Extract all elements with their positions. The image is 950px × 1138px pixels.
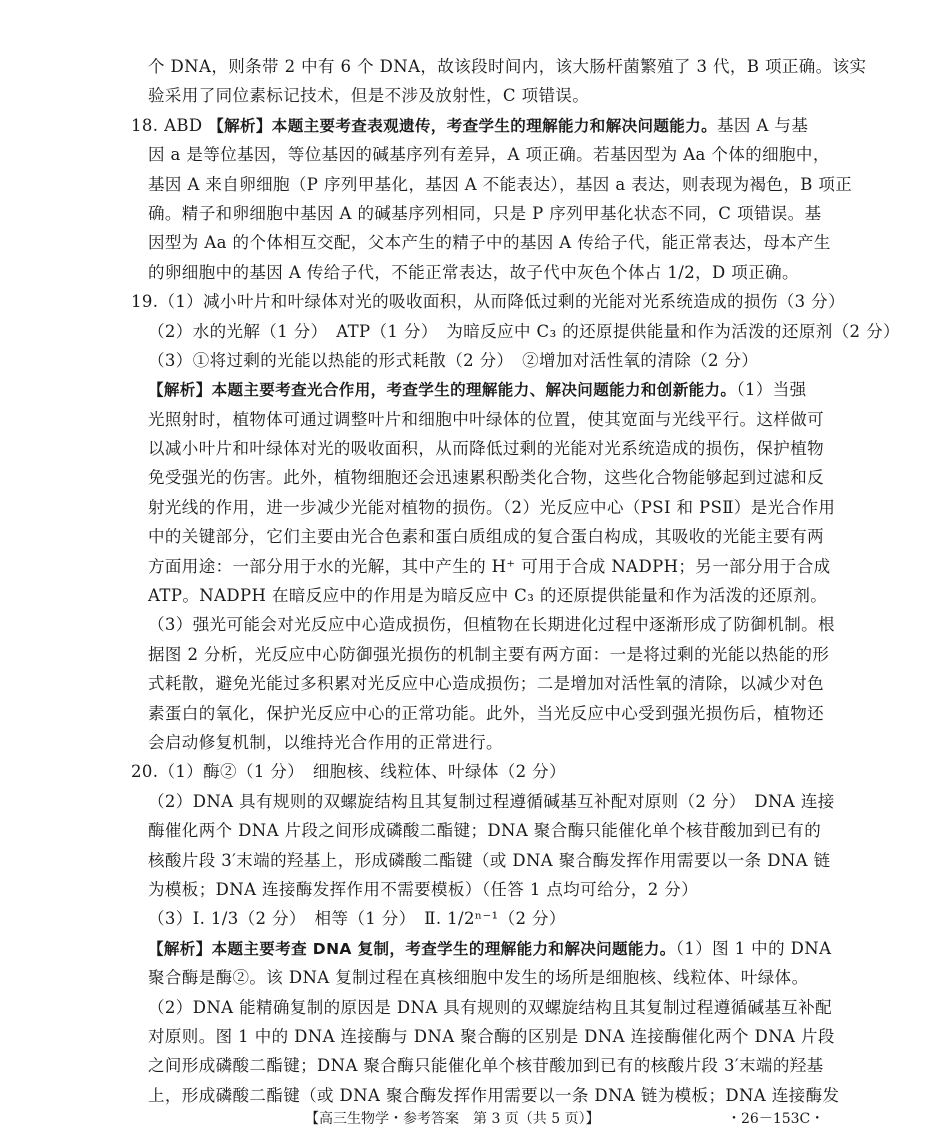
text-line: 上，形成磷酸二酯键（或 DNA 聚合酶发挥作用需要以一条 DNA 链为模板；DNA 连接酶发 [148,1085,840,1105]
text-line: 的卵细胞中的基因 A 传给子代，不能正常表达，故子代中灰色个体占 1/2，D 项正确。 [148,262,799,282]
text-line: 个 DNA，则条带 2 中有 6 个 DNA，故该段时间内，该大肠杆菌繁殖了 3 代，B 项正确。该实 [148,57,867,76]
text-line: 会启动修复机制，以维持光合作用的正常进行。 [148,732,503,752]
text-line: 素蛋白的氧化，保护光反应中心的正常功能。此外，当光反应中心受到强光损伤后，植物还 [148,703,824,723]
text-line [0,375,950,404]
text-line: 据图 2 分析，光反应中心防御强光损伤的机制主要有两方面：一是将过剩的光能以热能的形 [148,644,830,664]
text-line: 因型为 Aa 的个体相互交配，父本产生的精子中的基因 A 传给子代，能正常表达，母本产生 [148,233,831,253]
text-line: 验采用了同位素标记技术，但是不涉及放射性，C 项错误。 [148,86,590,106]
text-segment: 基因 A 与基 [717,115,809,135]
text-line: （3）Ⅰ. 1/3（2 分） 相等（1 分） Ⅱ. 1/2ⁿ⁻¹（2 分） [148,909,566,929]
text-line: 20.（1）酶②（1 分） 细胞核、线粒体、叶绿体（2 分） [131,762,566,782]
text-line: 聚合酶是酶②。该 DNA 复制过程在真核细胞中发生的场所是细胞核、线粒体、叶绿体。 [148,968,809,988]
text-line: 中的关键部分，它们主要由光合色素和蛋白质组成的复合蛋白构成，其吸收的光能主要有两 [148,527,824,547]
text-line [0,111,950,140]
analysis-heading: 【解析】本题主要考查表观遗传，考查学生的理解能力和解决问题能力。 [208,116,718,135]
text-line: 为模板；DNA 连接酶发挥作用不需要模板）（任答 1 点均可给分，2 分） [148,879,699,899]
text-line: 因 a 是等位基因，等位基因的碱基序列有差异，A 项正确。若基因型为 Aa 个体的细胞中， [148,145,830,165]
analysis-heading: 【解析】本题主要考查 DNA 复制，考查学生的理解能力和解决问题能力。 [148,939,676,958]
text-line: 方面用途：一部分用于水的光解，其中产生的 H⁺ 可用于合成 NADPH；另一部分用于合成 [148,556,831,576]
text-line: 基因 A 来自卵细胞（P 序列甲基化，基因 A 不能表达），基因 a 表达，则表现为褐色，B 项正 [148,174,853,194]
text-segment: 18. ABD [131,115,209,135]
page-footer-label: 【高三生物学・参考答案 第 3 页（共 5 页）】 [305,1111,600,1127]
text-line: 确。精子和卵细胞中基因 A 的碱基序列相同，只是 P 序列甲基化状态不同，C 项错误。基 [148,203,822,223]
text-line: （2）水的光解（1 分） ATP（1 分） 为暗反应中 C₃ 的还原提供能量和作为活泼的还原剂（2 分） [148,321,900,341]
text-line: 对原则。图 1 中的 DNA 连接酶与 DNA 聚合酶的区别是 DNA 连接酶催化两个 DNA 片段 [148,1026,835,1046]
text-line: 19.（1）减小叶片和叶绿体对光的吸收面积，从而降低过剩的光能对光系统造成的损伤（3 分） [131,292,845,312]
text-segment: （1）图 1 中的 DNA [675,938,832,958]
text-line: 式耗散，避免光能过多积累对光反应中心造成损伤；二是增加对活性氧的清除，以减少对色 [148,674,824,694]
text-line: 光照射时，植物体可通过调整叶片和细胞中叶绿体的位置，使其宽面与光线平行。这样做可 [148,409,824,429]
text-line: 之间形成磷酸二酯键；DNA 聚合酶只能催化单个核苷酸加到已有的核酸片段 3′末端的羟基 [148,1056,824,1076]
text-line: 以减小叶片和叶绿体对光的吸收面积，从而降低过剩的光能对光系统造成的损伤，保护植物 [148,439,824,459]
analysis-heading: 【解析】本题主要考查光合作用，考查学生的理解能力、解决问题能力和创新能力。 [148,381,737,400]
text-line: ATP。NADPH 在暗反应中的作用是为暗反应中 C₃ 的还原提供能量和作为活泼的还原剂。 [148,586,828,606]
text-line: 核酸片段 3′末端的羟基上，形成磷酸二酯键（或 DNA 聚合酶发挥作用需要以一条 DNA 链 [148,850,831,870]
text-line: （3）①将过剩的光能以热能的形式耗散（2 分） ②增加对活性氧的清除（2 分） [148,350,759,370]
text-line: （2）DNA 能精确复制的原因是 DNA 具有规则的双螺旋结构且其复制过程遵循碱基互补配 [148,997,832,1017]
text-line: （2）DNA 具有规则的双螺旋结构且其复制过程遵循碱基互补配对原则（2 分） DNA 连接 [148,791,835,811]
text-line: 射光线的作用，进一步减少光能对植物的损伤。（2）光反应中心（PSⅠ 和 PSⅡ）是光合作用 [148,497,836,517]
text-line [0,934,950,963]
text-line: 免受强光的伤害。此外，植物细胞还会迅速累积酚类化合物，这些化合物能够起到过滤和反 [148,468,824,488]
answer-text-body [0,52,950,1110]
text-segment: （1）当强 [736,380,807,400]
page-footer-code: ・26－153C・ [727,1111,825,1127]
text-line: （3）强光可能会对光反应中心造成损伤，但植物在长期进化过程中逐渐形成了防御机制。根 [148,615,835,635]
text-line: 酶催化两个 DNA 片段之间形成磷酸二酯键；DNA 聚合酶只能催化单个核苷酸加到已有的 [148,821,822,841]
